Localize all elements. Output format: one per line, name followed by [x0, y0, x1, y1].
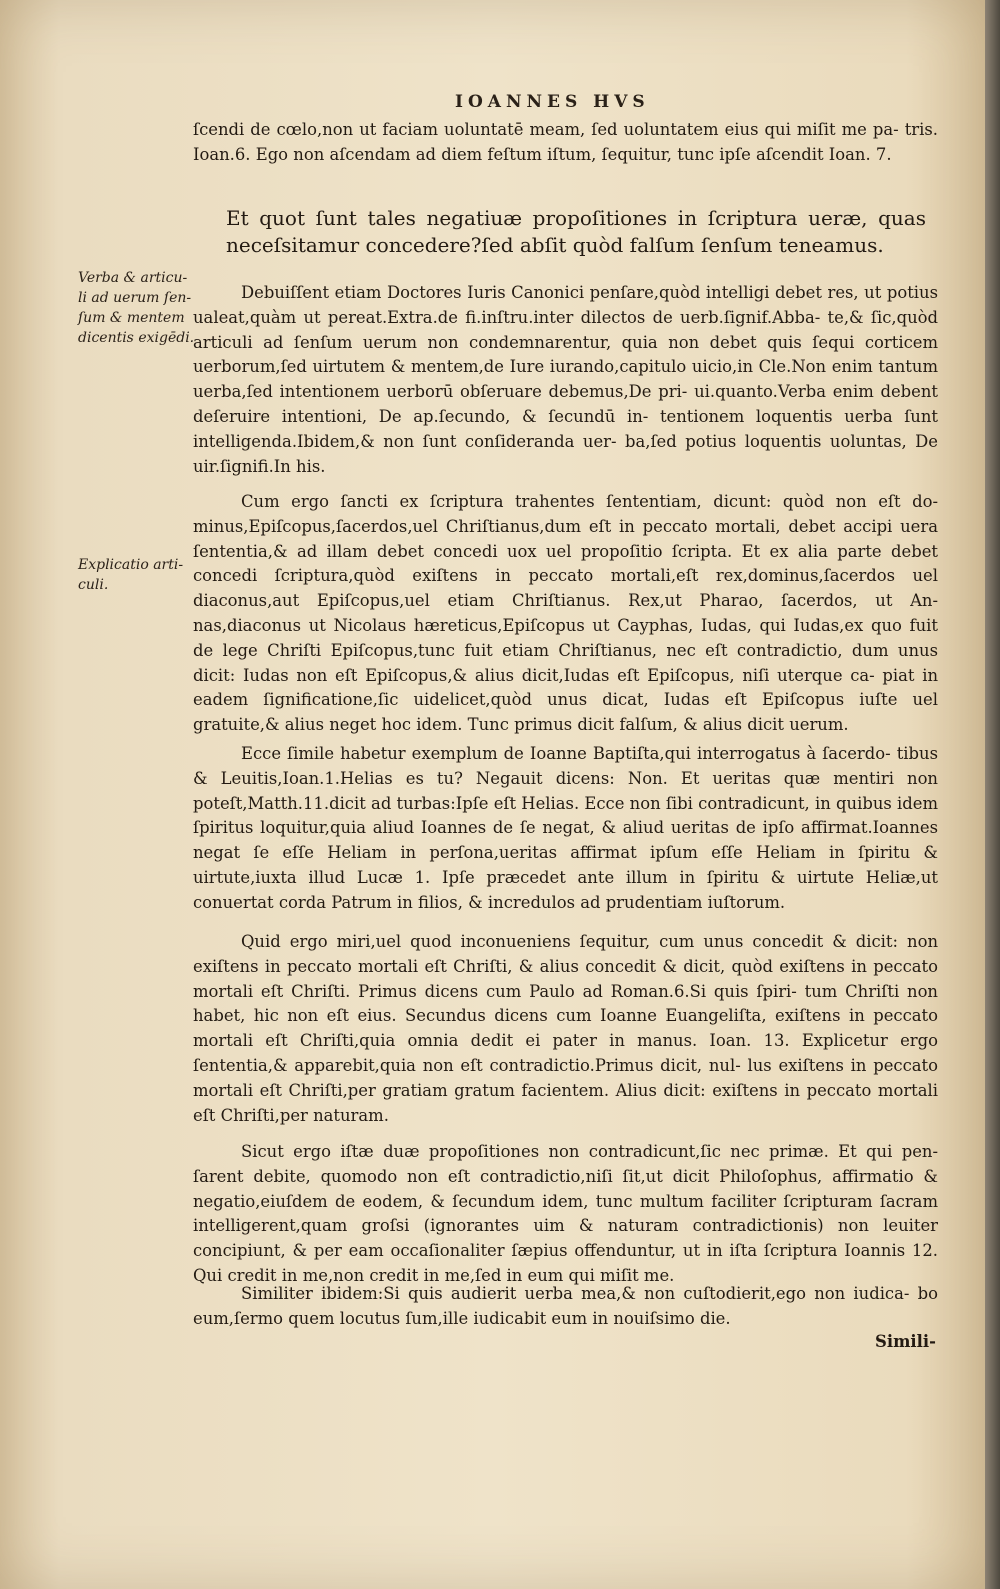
paragraph-text: ſcendi de cœlo,non ut faciam uoluntatē meam, ſed uoluntatem eius qui miſit me pa- tris. Ioan.6. Ego non aſcendam ad diem feſtum iſtum, ſequitur, tunc ipſe aſcendit Ioan. 7.: [193, 120, 938, 164]
margin-note-verba: Verba & articu- li ad uerum ſen- ſum & mentem dicentis exigēdi.: [78, 270, 195, 346]
paragraph-text: Cum ergo ſancti ex ſcriptura trahentes ſententiam, dicunt: quòd non eſt do- minus,Epiſcopus,ſacerdos,uel Chriſtianus,dum eſt in peccato mortali, debet accipi uera ſententia,& ad illam debet concedi uox uel propoſitio ſcripta. Et ex alia parte debet concedi ſcriptura,quòd exiſtens in peccato mortali,eſt rex,dominus,ſacerdos uel diaconus,aut Epiſcopus,uel etiam Chriſtianus. Rex,ut Pharao, ſacerdos, ut An- nas,diaconus ut Nicolaus hæreticus,Epiſcopus ut Cayphas, Iudas, qui Iudas,ex quo fuit de lege Chriſti Epiſcopus,tunc fuit etiam Chriſtianus, nec eſt contradictio, dum unus dicit: Iudas non eſt Epiſcopus,& alius dicit,Iudas eſt Epiſcopus, niſi uterque ca- piat in eadem ſignificatione,ſic uidelicet,quòd unus dicat, Iudas eſt Epiſcopus iuſte uel gratuite,& alius neget hoc idem. Tunc primus dicit falſum, & alius dicit uerum.: [193, 492, 938, 735]
running-head: IOANNES HVS: [455, 92, 650, 112]
paragraph-6: [193, 1140, 938, 1289]
paragraph-text: Similiter ibidem:Si quis audierit uerba mea,& non cuſtodierit,ego non iudica- bo eum,ſermo quem locutus ſum,ille iudicabit eum in nouiſsimo die.: [193, 1284, 938, 1328]
margin-note-explicatio: Explicatio arti- culi.: [78, 557, 184, 593]
emphasized-statement: [226, 205, 926, 259]
paragraph-7: [193, 1282, 938, 1332]
paragraph-5: [193, 930, 938, 1128]
catchword: Simili-: [875, 1332, 936, 1351]
paragraph-4: [193, 742, 938, 916]
page-edge: [985, 0, 1000, 1589]
paragraph-text: Quid ergo miri,uel quod inconueniens ſequitur, cum unus concedit & dicit: non exiſtens in peccato mortali eſt Chriſti, & alius concedit & dicit, quòd exiſtens in peccato mortali eſt Chriſti. Primus dicens cum Paulo ad Roman.6.Si quis ſpiri- tum Chriſti non habet, hic non eſt eius. Secundus dicens cum Ioanne Euangeliſta, exiſtens in peccato mortali eſt Chriſti,quia omnia dedit ei pater in manus. Ioan. 13. Explicetur ergo ſententia,& apparebit,quia non eſt contradictio.Primus dicit, nul- lus exiſtens in peccato mortali eſt Chriſti,per gratiam gratum facientem. Alius dicit: exiſtens in peccato mortali eſt Chriſti,per naturam.: [193, 932, 938, 1125]
paragraph-text: Debuiſſent etiam Doctores Iuris Canonici penſare,quòd intelligi debet res, ut potius ualeat,quàm ut pereat.Extra.de fi.inſtru.inter dilectos de uerb.ſignif.Abba- te,& ſic,quòd articuli ad ſenſum uerum non condemnarentur, quia non debet quis ſequi corticem uerborum,ſed uirtutem & mentem,de Iure iurando,capitulo uicio,in Cle.Non enim tantum uerba,ſed intentionem uerborū obſeruare debemus,De pri- ui.quanto.Verba enim debent deſeruire intentioni, De ap.ſecundo, & ſecundū in- tentionem loquentis uerba ſunt intelligenda.Ibidem,& non ſunt conſideranda uer- ba,ſed potius loquentis uoluntas, De uir.ſignifi.In his.: [193, 283, 938, 476]
paragraph-3: [193, 490, 938, 738]
statement-text: Et quot ſunt tales negatiuæ propoſitiones in ſcriptura ueræ, quas neceſsitamur concedere?ſed abſit quòd falſum ſenſum teneamus.: [226, 206, 926, 257]
paragraph-2: [193, 281, 938, 479]
paragraph-1: [193, 118, 938, 168]
paragraph-text: Sicut ergo iſtæ duæ propoſitiones non contradicunt,ſic nec primæ. Et qui pen- ſarent debite, quomodo non eſt contradictio,niſi ſit,ut dicit Philoſophus, affirmatio & negatio,eiuſdem de eodem, & ſecundum idem, tunc multum faciliter ſcripturam ſacram intelligerent,quam groſsi (ignorantes uim & naturam contradictionis) non leuiter concipiunt, & per eam occaſionaliter ſæpius offenduntur, ut in iſta ſcriptura Ioannis 12. Qui credit in me,non credit in me,ſed in eum qui miſit me.: [193, 1142, 938, 1285]
paragraph-text: Ecce ſimile habetur exemplum de Ioanne Baptiſta,qui interrogatus à ſacerdo- tibus & Leuitis,Ioan.1.Helias es tu? Negauit dicens: Non. Et ueritas quæ mentiri non poteſt,Matth.11.dicit ad turbas:Ipſe eſt Helias. Ecce non ſibi contradicunt, in quibus idem ſpiritus loquitur,quia aliud Ioannes de ſe negat, & aliud ueritas de ipſo affirmat.Ioannes negat ſe eſſe Heliam in perſona,ueritas affirmat ipſum eſſe Heliam in ſpiritu & uirtute,iuxta illud Lucæ 1. Ipſe præcedet ante illum in ſpiritu & uirtute Heliæ,ut conuertat corda Patrum in filios, & incredulos ad prudentiam iuſtorum.: [193, 744, 938, 912]
